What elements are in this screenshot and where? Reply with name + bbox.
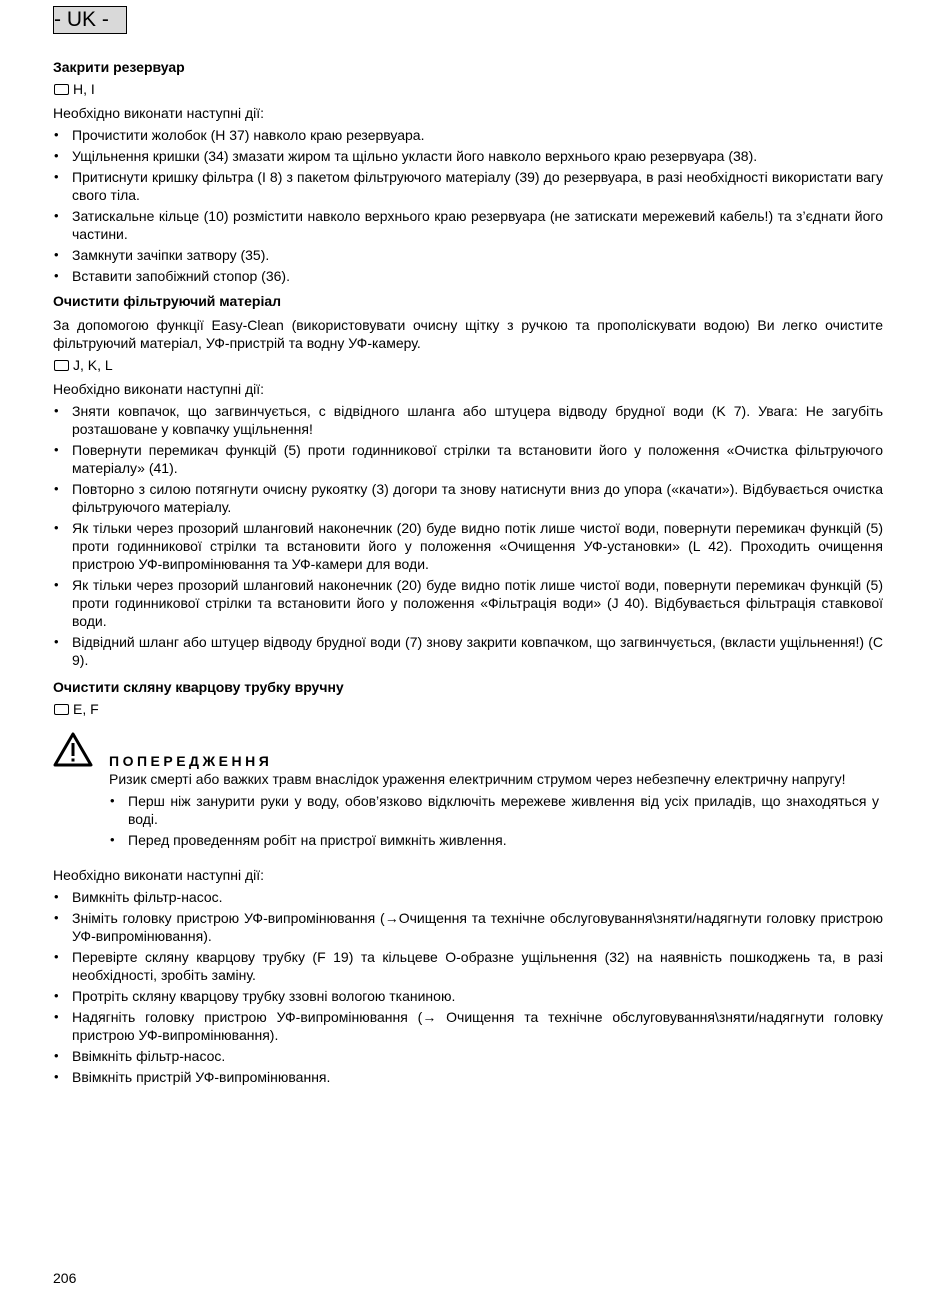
book-icon (54, 360, 69, 371)
warning-text: Ризик смерті або важких травм внаслідок ураження електричним струмом через небезпечну електричну напругу! (109, 771, 846, 787)
section-title-clean-filter: Очистити фільтруючий матеріал (53, 293, 282, 309)
list-item: • Перевірте скляну кварцову трубку (F 19) та кільцеве O-образне ущільнення (32) на наявність пошкоджень та, в разі необхідності, зробіть заміну. (53, 948, 883, 984)
steps-intro: Необхідно виконати наступні дії: (53, 867, 265, 883)
figure-labels: H, I (73, 81, 95, 97)
section-paragraph: За допомогою функції Easy-Clean (використовувати очисну щітку з ручкою та прополіскувати водою) Ви легко очистите фільтруючий матеріал, УФ-пристрій та водну УФ-камеру. (53, 317, 883, 351)
list-item: • Ввімкніть фільтр-насос. (53, 1047, 883, 1065)
list-item: • Зніміть головку пристрою УФ-випромінювання (→Очищення та технічне обслуговування\зняти/надягнути головку пристрою УФ-випромінювання). (53, 909, 883, 945)
list-item: • Притиснути кришку фільтра (I 8) з пакетом фільтруючого матеріалу (39) до резервуара, в разі необхідності використати вагу свого тіла. (53, 168, 883, 204)
steps-list (53, 126, 883, 285)
section-title-clean-quartz-tube: Очистити скляну кварцову трубку вручну (53, 679, 344, 695)
list-item: • Замкнути зачіпки затвору (35). (53, 246, 883, 264)
list-item: • Затискальне кільце (10) розмістити навколо верхнього краю резервуара (не затискати мережевий кабель!) та з’єднати його частини. (53, 207, 883, 243)
figure-labels: J, K, L (73, 357, 113, 373)
list-item: • Протріть скляну кварцову трубку ззовні вологою тканиною. (53, 987, 883, 1005)
figure-reference (53, 700, 883, 718)
figure-labels: E, F (73, 701, 99, 717)
book-icon (54, 704, 69, 715)
list-item: • Повернути перемикач функцій (5) проти годинникової стрілки та встановити його у положення «Очистка фільтруючого матеріалу» (41). (53, 441, 883, 477)
list-item: • Вимкніть фільтр-насос. (53, 888, 883, 906)
figure-reference (53, 356, 883, 374)
list-item: • Перш ніж занурити руки у воду, обов’язково відключіть мережеве живлення від усіх приладів, що знаходяться у воді. (109, 792, 879, 828)
steps-list (53, 402, 883, 669)
list-item: • Зняти ковпачок, що загвинчується, с відвідного шланга або штуцера відводу брудної води (K 7). Увага: Не загубіть розташоване у ковпачку ущільнення! (53, 402, 883, 438)
list-item: • Повторно з силою потягнути очисну рукоятку (3) догори та знову натиснути вниз до упора («качати»). Відбувається очистка фільтруючого матеріалу. (53, 480, 883, 516)
section-title-close-tank: Закрити резервуар (53, 59, 185, 75)
steps-intro: Необхідно виконати наступні дії: (53, 105, 265, 121)
steps-intro: Необхідно виконати наступні дії: (53, 381, 265, 397)
list-item: • Як тільки через прозорий шланговий наконечник (20) буде видно потік лише чистої води, повернути перемикач функцій (5) проти годинникової стрілки та встановити його у положення «Фільтрація води» (J 40). Відбувається фільтрація ставкової води. (53, 576, 883, 630)
figure-reference (53, 80, 883, 98)
list-item: • Відвідний шланг або штуцер відводу брудної води (7) знову закрити ковпачком, що загвинчується, (вкласти ущільнення!) (C 9). (53, 633, 883, 669)
list-item: • Ввімкніть пристрій УФ-випромінювання. (53, 1068, 883, 1086)
steps-list (53, 888, 883, 1086)
document-page (53, 6, 883, 1089)
list-item: • Ущільнення кришки (34) змазати жиром та щільно укласти його навколо верхнього краю резервуара (38). (53, 147, 883, 165)
warning-title: ПОПЕРЕДЖЕННЯ (109, 753, 273, 769)
list-item: • Вставити запобіжний стопор (36). (53, 267, 883, 285)
warning-block (53, 732, 883, 852)
list-item: • Прочистити жолобок (H 37) навколо краю резервуара. (53, 126, 883, 144)
warning-list (109, 792, 879, 849)
language-tag: - UK - (53, 6, 127, 34)
book-icon (54, 84, 69, 95)
page-number: 206 (53, 1270, 77, 1286)
list-item: • Як тільки через прозорий шланговий наконечник (20) буде видно потік лише чистої води, повернути перемикач функцій (5) проти годинникової стрілки та встановити його у положення «Очищення УФ-установки» (L 42). Проходить очищення пристрою УФ-випромінювання та УФ-камери для води. (53, 519, 883, 573)
list-item: • Перед проведенням робіт на пристрої вимкніть живлення. (109, 831, 879, 849)
warning-triangle-icon (53, 732, 109, 852)
list-item: • Надягніть головку пристрою УФ-випромінювання (→ Очищення та технічне обслуговування\зняти/надягнути головку пристрою УФ-випромінювання). (53, 1008, 883, 1044)
